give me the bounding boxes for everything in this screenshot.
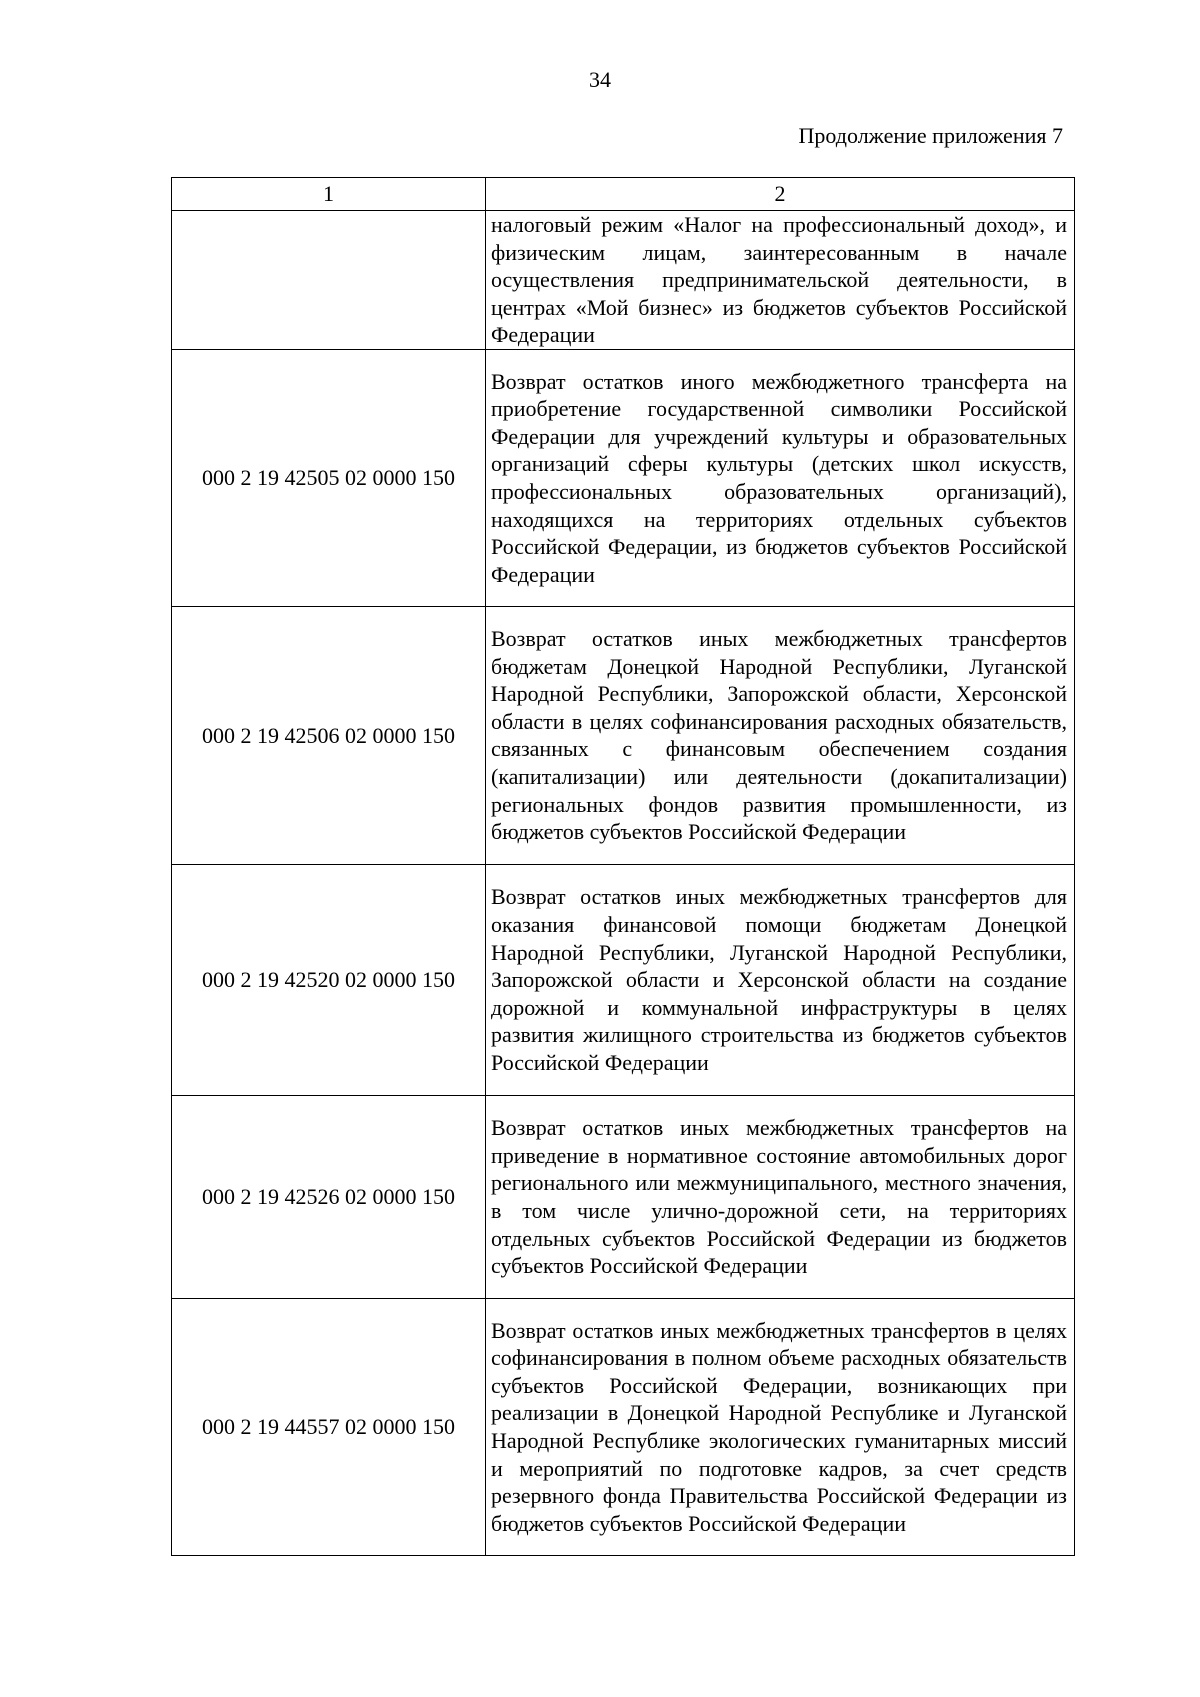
- table-row: [172, 211, 1075, 350]
- row-description: Возврат остатков иных межбюджетных трансфертов для оказания финансовой помощи бюджетам Донецкой Народной Республики, Луганской Народной Республики, Запорожской области и Херсонской области на создание дорожной и коммунальной инфраструктуры в целях развития жилищного строительства из бюджетов субъектов Российской Федерации: [486, 864, 1075, 1095]
- table-row: [172, 864, 1075, 1095]
- budget-codes-table: [171, 177, 1075, 1556]
- table-row: [172, 606, 1075, 864]
- column-header-description: 2: [486, 178, 1075, 211]
- row-code: [172, 211, 486, 350]
- table-row: [172, 1095, 1075, 1298]
- row-code: 000 2 19 42520 02 0000 150: [172, 864, 486, 1095]
- row-description: Возврат остатков иных межбюджетных трансфертов в целях софинансирования в полном объеме расходных обязательств субъектов Российской Федерации, возникающих при реализации в Донецкой Народной Республике и Луганской Народной Республике экологических гуманитарных миссий и мероприятий по подготовке кадров, за счет средств резервного фонда Правительства Российской Федерации из бюджетов субъектов Российской Федерации: [486, 1298, 1075, 1555]
- page-number: 34: [589, 67, 611, 92]
- table-header-row: [172, 178, 1075, 211]
- column-header-code: 1: [172, 178, 486, 211]
- row-code: 000 2 19 44557 02 0000 150: [172, 1298, 486, 1555]
- row-description: Возврат остатков иного межбюджетного трансферта на приобретение государственной символики Российской Федерации для учреждений культуры и образовательных организаций сферы культуры (детских школ искусств, профессиональных образовательных организаций), находящихся на территориях отдельных субъектов Российской Федерации, из бюджетов субъектов Российской Федерации: [486, 349, 1075, 606]
- row-code: 000 2 19 42526 02 0000 150: [172, 1095, 486, 1298]
- row-code: 000 2 19 42506 02 0000 150: [172, 606, 486, 864]
- continuation-label: Продолжение приложения 7: [798, 123, 1063, 148]
- row-description: Возврат остатков иных межбюджетных трансфертов бюджетам Донецкой Народной Республики, Луганской Народной Республики, Запорожской области, Херсонской области в целях софинансирования расходных обязательств, связанных с финансовым обеспечением создания (капитализации) или деятельности (докапитализации) региональных фондов развития промышленности, из бюджетов субъектов Российской Федерации: [486, 606, 1075, 864]
- table-row: [172, 349, 1075, 606]
- row-description: Возврат остатков иных межбюджетных трансфертов на приведение в нормативное состояние автомобильных дорог регионального или межмуниципального, местного значения, в том числе улично-дорожной сети, на территориях отдельных субъектов Российской Федерации из бюджетов субъектов Российской Федерации: [486, 1095, 1075, 1298]
- row-description: налоговый режим «Налог на профессиональный доход», и физическим лицам, заинтересованным в начале осуществления предпринимательской деятельности, в центрах «Мой бизнес» из бюджетов субъектов Российской Федерации: [486, 211, 1075, 350]
- row-code: 000 2 19 42505 02 0000 150: [172, 349, 486, 606]
- table-row: [172, 1298, 1075, 1555]
